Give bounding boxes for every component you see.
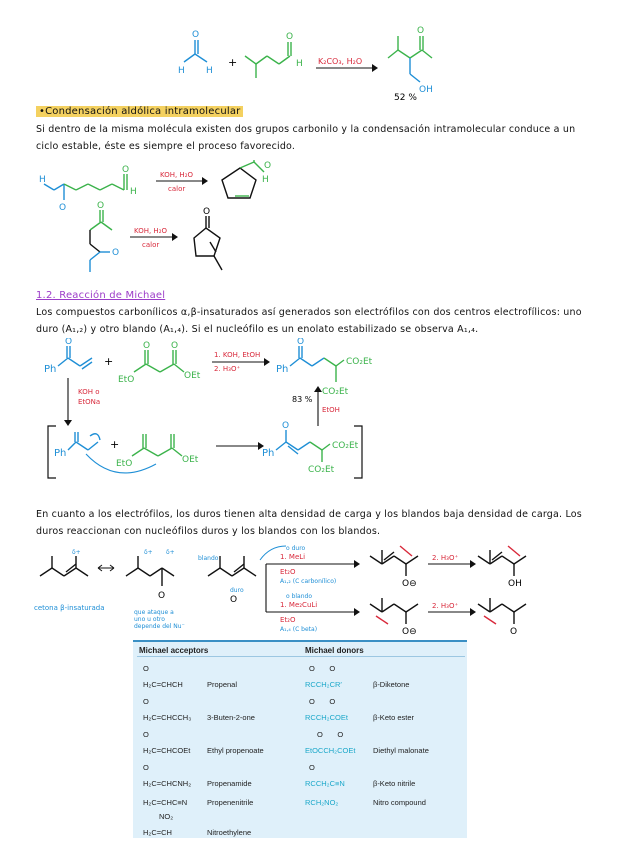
svg-text:Ph: Ph <box>276 364 289 375</box>
svg-text:Ph: Ph <box>54 448 67 459</box>
svg-text:O: O <box>264 161 272 171</box>
svg-text:H: H <box>39 175 46 185</box>
svg-text:CO₂Et: CO₂Et <box>322 387 349 397</box>
plus-sign: + <box>228 56 238 69</box>
acceptor-formula: H₂C=CHC≡N <box>143 798 188 807</box>
enone-structure-1 <box>40 556 88 576</box>
svg-text:O: O <box>510 627 518 637</box>
svg-text:O: O <box>203 207 211 217</box>
svg-text:O: O <box>158 591 166 601</box>
svg-text:O: O <box>59 203 67 213</box>
formaldehyde-structure <box>184 40 207 62</box>
acceptor-name: Propenal <box>207 680 238 689</box>
svg-text:CO₂Et: CO₂Et <box>346 357 373 367</box>
paragraph-michael: Los compuestos carbonílicos α,β-insaturados así generados son electrófilos con dos centros electrofílicos: uno duro (A₁,₂) y otro blando (A₁,₄). Si el nucleófilo es un enolato estabilizado se observa A₁,₄. <box>36 307 582 335</box>
acceptor-formula: H₂C=CHCNH₂ <box>143 779 192 788</box>
acceptor-formula: H₂C=CHCOEt <box>143 746 191 755</box>
donor-name: Nitro compound <box>373 798 426 807</box>
svg-text:O: O <box>65 338 73 347</box>
svg-text:O: O <box>230 595 238 605</box>
dialdehyde-structure <box>44 174 127 200</box>
svg-text:EtOH: EtOH <box>322 406 340 414</box>
acceptor-name: Propenamide <box>207 779 252 788</box>
acceptor-formula: H₂C=CHCH <box>143 680 183 689</box>
atom-o-isovaleraldehyde: O <box>286 32 294 42</box>
svg-text:O: O <box>282 421 290 431</box>
reaction-hard-soft <box>0 540 636 640</box>
svg-text:O⊖: O⊖ <box>402 627 417 637</box>
svg-text:+: + <box>110 438 120 451</box>
svg-text:+: + <box>104 355 114 368</box>
cyclopentenone-structure <box>194 216 222 270</box>
svg-text:O: O <box>143 341 151 351</box>
donor-name: β-Keto nitrile <box>373 779 416 788</box>
acceptor-name: Nitroethylene <box>207 828 252 837</box>
carbonyl-o-mark: O <box>143 664 149 673</box>
phenyl-label-1: Ph <box>44 364 57 375</box>
atom-h-left: H <box>178 66 185 76</box>
label-enone: cetona β-insaturada <box>34 604 105 612</box>
acceptor-formula: H₂C=CHCCH₃ <box>143 713 192 722</box>
yield-reaction1: 52 % <box>394 93 417 103</box>
svg-text:OEt: OEt <box>182 455 199 465</box>
michael-step1: 1. KOH, EtOH <box>214 351 261 359</box>
reagent-koh-1: KOH, H₂O <box>160 171 194 179</box>
svg-text:O: O <box>97 201 105 211</box>
svg-text:O: O <box>112 248 120 258</box>
svg-text:CO₂Et: CO₂Et <box>332 441 359 451</box>
acceptor-substituent: NO₂ <box>159 812 174 821</box>
svg-text:blando: blando <box>198 555 219 562</box>
svg-text:2. H₃O⁺: 2. H₃O⁺ <box>432 554 459 562</box>
svg-text:H: H <box>130 187 137 197</box>
atom-h-right: H <box>206 66 213 76</box>
condition-heat-2: calor <box>142 241 160 249</box>
diketone-structure <box>90 210 112 272</box>
paragraph-intramolecular: Si dentro de la misma molécula existen dos grupos carbonilo y la condensación intramolecular conduce a un ciclo estable, éste es siempre el proceso favorecido. <box>36 124 576 152</box>
reagent-koh-2: KOH, H₂O <box>134 227 168 235</box>
donor-name: Diethyl malonate <box>373 746 429 755</box>
svg-text:EtO: EtO <box>116 459 133 469</box>
reaction-intramolecular-aldol <box>0 160 636 285</box>
svg-text:H: H <box>262 175 269 185</box>
svg-text:Ph: Ph <box>262 448 275 459</box>
svg-text:A₁,₂ (C carbonílico): A₁,₂ (C carbonílico) <box>280 578 337 585</box>
donor-formula: RCCH₂C≡N <box>305 779 345 788</box>
acceptor-name: Ethyl propenoate <box>207 746 264 755</box>
svg-text:que ataque a: que ataque a <box>134 609 174 616</box>
reaction-michael-mechanism <box>0 338 636 488</box>
donors-header: Michael donors <box>305 646 364 655</box>
michael-table: Michael acceptors Michael donors O H₂C=CHCH Propenal O H₂C=CHCCH₃ 3-Buten-2-one O H₂C=CHCOEt Ethyl propenoate O H₂C=CHCNH₂ Propenamide H₂C=CHC≡N Propenenitrile NO₂ H₂C=CH Nitroethylene O O RCCH₂CR′ β-Diketone O O RCCH₂COEt β-Keto ester O O EtOCCH₂COEt Diethyl malonate O RCCH₂C≡N β-Keto nitrile RCH₂NO₂ Nitro compound <box>133 640 467 838</box>
svg-text:δ+: δ+ <box>72 549 81 556</box>
acceptor-formula: H₂C=CH <box>143 828 172 837</box>
atom-o-formaldehyde: O <box>192 30 200 40</box>
svg-text:δ+: δ+ <box>144 549 153 556</box>
acceptors-header: Michael acceptors <box>139 646 209 655</box>
cyclopentene-aldehyde-structure <box>222 160 264 198</box>
malonate-structure <box>134 350 184 372</box>
atom-h-isovaleraldehyde: H <box>296 59 303 69</box>
svg-text:EtO: EtO <box>118 375 135 385</box>
michael-product-structure <box>290 346 344 382</box>
reaction-aldol-crossed <box>0 0 636 110</box>
section-title-michael: 1.2. Reacción de Michael <box>36 290 166 301</box>
acceptor-name: Propenenitrile <box>207 798 254 807</box>
svg-text:O⊖: O⊖ <box>402 579 417 589</box>
svg-text:EtONa: EtONa <box>78 398 101 406</box>
svg-text:uno u otro: uno u otro <box>134 616 165 623</box>
donor-name: β-Diketone <box>373 680 410 689</box>
isovaleraldehyde-structure <box>245 42 291 78</box>
svg-text:O: O <box>297 338 305 347</box>
atom-oh-product: OH <box>419 85 433 95</box>
svg-text:OEt: OEt <box>184 371 201 381</box>
svg-text:1. Me₂CuLi: 1. Me₂CuLi <box>280 601 318 609</box>
svg-text:CO₂Et: CO₂Et <box>308 465 335 475</box>
michael-step2: 2. H₃O⁺ <box>214 365 241 373</box>
svg-text:duro: duro <box>230 587 244 594</box>
svg-text:o blando: o blando <box>286 593 313 600</box>
donor-formula: EtOCCH₂COEt <box>305 746 356 755</box>
svg-text:2. H₃O⁺: 2. H₃O⁺ <box>432 602 459 610</box>
condition-heat-1: calor <box>168 185 186 193</box>
paragraph-hard-soft: En cuanto a los electrófilos, los duros tienen alta densidad de carga y los blandos baja densidad de carga. Los duros reaccionan con nucleófilos duros y los blandos con los blandos. <box>36 509 582 537</box>
svg-text:o duro: o duro <box>286 545 306 552</box>
acceptor-name: 3-Buten-2-one <box>207 713 255 722</box>
svg-text:OH: OH <box>508 579 522 589</box>
aldol-product-structure <box>388 36 432 82</box>
section-title-intramolecular: •Condensación aldólica intramolecular <box>36 106 243 117</box>
svg-text:KOH o: KOH o <box>78 388 100 396</box>
donor-formula: RCH₂NO₂ <box>305 798 339 807</box>
donor-formula: RCCH₂COEt <box>305 713 348 722</box>
svg-text:Et₂O: Et₂O <box>280 616 296 624</box>
michael-yield: 83 % <box>292 395 313 404</box>
svg-text:δ+: δ+ <box>166 549 175 556</box>
svg-text:depende del Nu⁻: depende del Nu⁻ <box>134 623 185 630</box>
svg-text:1. MeLi: 1. MeLi <box>280 553 306 561</box>
svg-text:A₁,₄ (C beta): A₁,₄ (C beta) <box>280 626 318 633</box>
svg-text:O: O <box>122 165 130 175</box>
svg-text:O: O <box>171 341 179 351</box>
reagent-k2co3: K₂CO₃, H₂O <box>318 57 363 66</box>
svg-text:Et₂O: Et₂O <box>280 568 296 576</box>
atom-o-product: O <box>417 26 425 36</box>
donor-formula: RCCH₂CR′ <box>305 680 342 689</box>
donor-name: β-Keto ester <box>373 713 414 722</box>
